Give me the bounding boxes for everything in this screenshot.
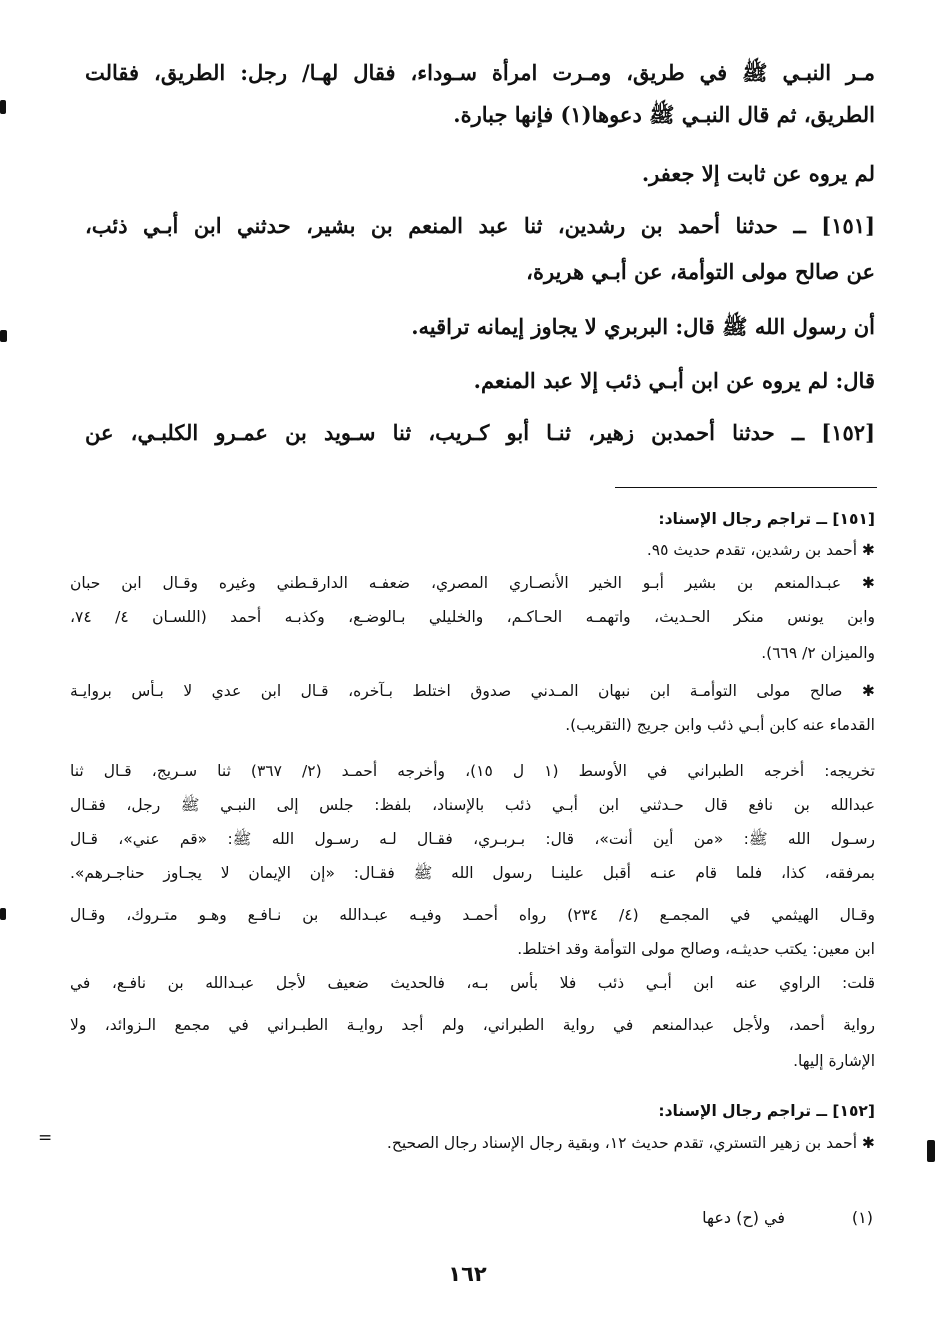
bullet-icon: ✱ [862, 682, 875, 700]
margin-equals-mark: = [38, 1128, 53, 1148]
qultu-line-3: الإشارة إليها. [793, 1052, 875, 1070]
notes-151-bullet-3-cont: القدماء عنه كابن أبـي ذئب وابن جريج (التقريب). [565, 716, 875, 734]
notes-151-bullet-1: ✱ أحمد بن رشدين، تقدم حديث ٩٥. [646, 541, 875, 559]
hadith-152-line-1: [١٥٢] ــ حدثنا أحمدبن زهير، ثنـا أبو كـريب، ثنا سـويد بن عمـرو الكلبـي، عن [85, 420, 875, 445]
qultu-line-1: قلت: الراوي عنه ابن أبـي ذئب فلا بأس بـه، فالحديث ضعيف لأجل عبـدالله بن نافـع، في [70, 974, 875, 992]
notes-151-bullet-2: ✱ عبـدالمنعم بن بشير أبـو الخير الأنصـاري المصري، ضعفـه الدارقـطني وغيره وقـال ابن حبان [70, 574, 875, 592]
notes-151-bullet-3: ✱ صالح مولى التوأمـة ابن نبهان المـدني صدوق اختلط بـآخره، قـال ابن عدي لا بـأس بروايـة [70, 682, 875, 700]
notes-151-heading: [١٥١] ــ تراجم رجال الإسناد: [658, 510, 875, 528]
scan-margin-mark [0, 100, 6, 114]
takhrij-line-3: رسـول الله ﷺ: «من أين أنت»، قال: بـربـري، فقـال لـه رسـول الله ﷺ: «قم عني»، قـال [70, 830, 875, 848]
takhrij-line-6: ابن معين: يكتب حديثـه، وصالح مولى التوأمة وقد اختلط. [517, 940, 875, 958]
scan-margin-mark [0, 908, 6, 920]
scan-margin-mark [927, 1140, 935, 1162]
footnote-text: في (ح) دعها [702, 1208, 785, 1227]
bullet-icon: ✱ [862, 574, 875, 592]
notes-152-bullet-1: ✱ أحمد بن زهير التستري، تقدم حديث ١٢، وبقية رجال الإسناد رجال الصحيح. [386, 1134, 875, 1152]
footnote-separator [615, 487, 877, 488]
takhrij-line-5: وقـال الهيثمي في المجمـع (٤/ ٢٣٤) رواه أحمـد وفيـه عبـدالله بن نـافـع وهـو متـروك، وقـال [70, 906, 875, 924]
takhrij-line-1: تخريجه: أخرجه الطبراني في الأوسط (١ ل ١٥)، وأخرجه أحمـد (٢/ ٣٦٧) ثنا سـريج، قـال ثنا [70, 762, 875, 780]
scan-margin-mark [0, 330, 7, 342]
notes-152-heading: [١٥٢] ــ تراجم رجال الإسناد: [658, 1102, 875, 1120]
qultu-line-2: رواية أحمد، ولأجل عبدالمنعم في رواية الطبراني، ولم أجد روايـة الطبـراني في مجمع الـزوائد، ولا [70, 1016, 875, 1034]
main-line-1: مـر النبـي ﷺ في طريق، ومـرت امرأة سـوداء، فقال لهـا/ رجل: الطريق، فقالت [85, 60, 875, 85]
takhrij-line-2: عبدالله بن نافع قال حـدثني ابن أبـي ذئب بالإسناد، بلفظ: جلس إلى النبـي ﷺ رجل، فقـال [70, 796, 875, 814]
page-number: ١٦٢ [448, 1262, 487, 1286]
takhrij-line-4: بمرفقه، كذا، فلما قام عنـه أقبل علينـا رسول الله ﷺ فقـال: «إن الإيمان لا يجـاوز حناجـرهم». [70, 864, 875, 882]
main-line-2: الطريق، ثم قال النبـي ﷺ دعوها(١) فإنها جبارة. [453, 102, 875, 127]
main-line-3: لم يروه عن ثابت إلا جعفر. [641, 161, 875, 186]
hadith-151-comment: قال: لم يروه عن ابن أبـي ذئب إلا عبد المنعم. [473, 368, 875, 393]
bullet-icon: ✱ [862, 1134, 875, 1152]
hadith-151-matn: أن رسول الله ﷺ قال: البربري لا يجاوز إيمانه تراقيه. [411, 314, 875, 339]
footnote-number: (١) [851, 1208, 873, 1227]
hadith-151-line-2: عن صالح مولى التوأمة، عن أبـي هريرة، [526, 259, 875, 284]
bullet-icon: ✱ [862, 541, 875, 559]
hadith-151-line-1: [١٥١] ــ حدثنا أحمد بن رشدين، ثنا عبد المنعم بن بشير، حدثني ابن أبـي ذئب، [85, 213, 875, 238]
notes-151-bullet-2-cont: وابن يونس منكر الحـديث، واتهمـه الحـاكـم، والخليلي بـالوضـع، وكذبـه أحمد (اللسـان ٤/ ٧٤، [70, 608, 875, 626]
notes-151-bullet-2-end: والميزان ٢/ ٦٦٩). [761, 644, 875, 662]
